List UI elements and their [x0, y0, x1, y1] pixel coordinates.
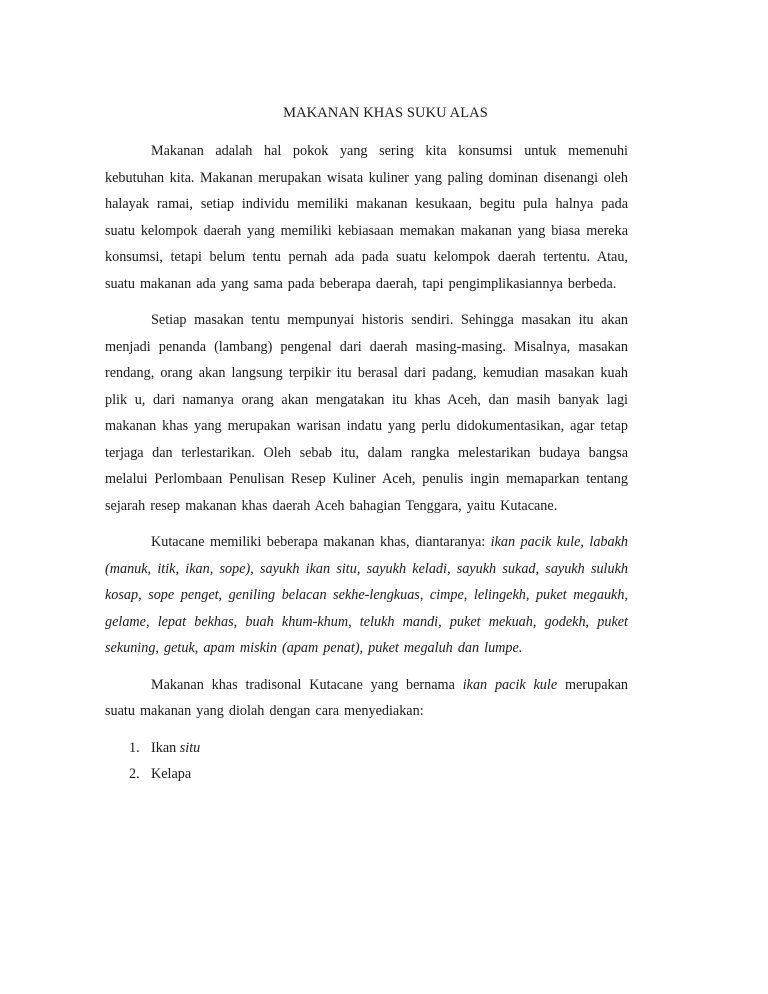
- paragraph-text: Makanan adalah hal pokok yang sering kita konsumsi untuk memenuhi kebutuhan kita. Makanan merupakan wisata kuliner yang paling dominan disenangi oleh halayak ramai, setiap individu memiliki makanan kesukaan, begitu pula halnya pada suatu kelompok daerah yang memiliki kebiasaan memakan makanan yang biasa mereka konsumsi, tetapi belum tentu pernah ada pada suatu kelompok daerah tertentu. Atau, suatu makanan ada yang sama pada beberapa daerah, tapi pengimplikasiannya berbeda.: [105, 143, 628, 292]
- list-number: 1.: [129, 739, 140, 756]
- paragraph-text: Setiap masakan tentu mempunyai historis sendiri. Sehingga masakan itu akan menjadi penanda (lambang) pengenal dari daerah masing-masing. Misalnya, masakan rendang, orang akan langsung terpikir itu berasal dari padang, kemudian masakan kuah plik u, dari namanya orang akan mengatakan itu khas Aceh, dan masih banyak lagi makanan khas yang merupakan warisan indatu yang perlu didokumentasikan, agar tetap terjaga dan terlestarikan. Oleh sebab itu, dalam rangka melestarikan budaya bangsa melalui Perlombaan Penulisan Resep Kuliner Aceh, penulis ingin memaparkan tentang sejarah resep makanan khas daerah Aceh bahagian Tenggara, yaitu Kutacane.: [105, 312, 628, 514]
- paragraph-intro: [105, 138, 628, 297]
- list-text-italic: situ: [179, 739, 201, 756]
- paragraph-text: merupakan suatu makanan yang diolah dengan cara menyediakan:: [105, 676, 628, 719]
- paragraph-text-italic: ikan pacik kule: [462, 676, 558, 693]
- list-text: Kelapa: [151, 766, 192, 782]
- list-text: Ikan: [151, 739, 177, 756]
- paragraph-text-italic: ikan pacik kule, labakh (manuk, itik, ikan, sope), sayukh ikan situ, sayukh keladi, sayukh sukad, sayukh sulukh kosap, sope penget, geniling belacan sekhe-lengkuas, cimpe, lelingekh, puket megaukh, gelame, lepat bekhas, buah khum-khum, telukh mandi, puket mekuah, godekh, puket sekuning, getuk, apam miskin (apam penat), puket megaluh dan lumpe.: [105, 534, 628, 656]
- paragraph-history: [105, 307, 628, 519]
- paragraph-text: Makanan khas tradisonal Kutacane yang bernama: [151, 676, 463, 693]
- ingredient-list: [105, 735, 628, 788]
- paragraph-text: Kutacane memiliki beberapa makanan khas, diantaranya:: [151, 534, 491, 550]
- paragraph-ikan-pacik-kule: [105, 672, 628, 725]
- list-item: [105, 735, 628, 762]
- paragraph-food-list: [105, 529, 628, 662]
- document-title: MAKANAN KHAS SUKU ALAS: [283, 105, 488, 121]
- document-page: [105, 98, 628, 788]
- list-item: [105, 761, 628, 788]
- list-number: 2.: [129, 766, 140, 782]
